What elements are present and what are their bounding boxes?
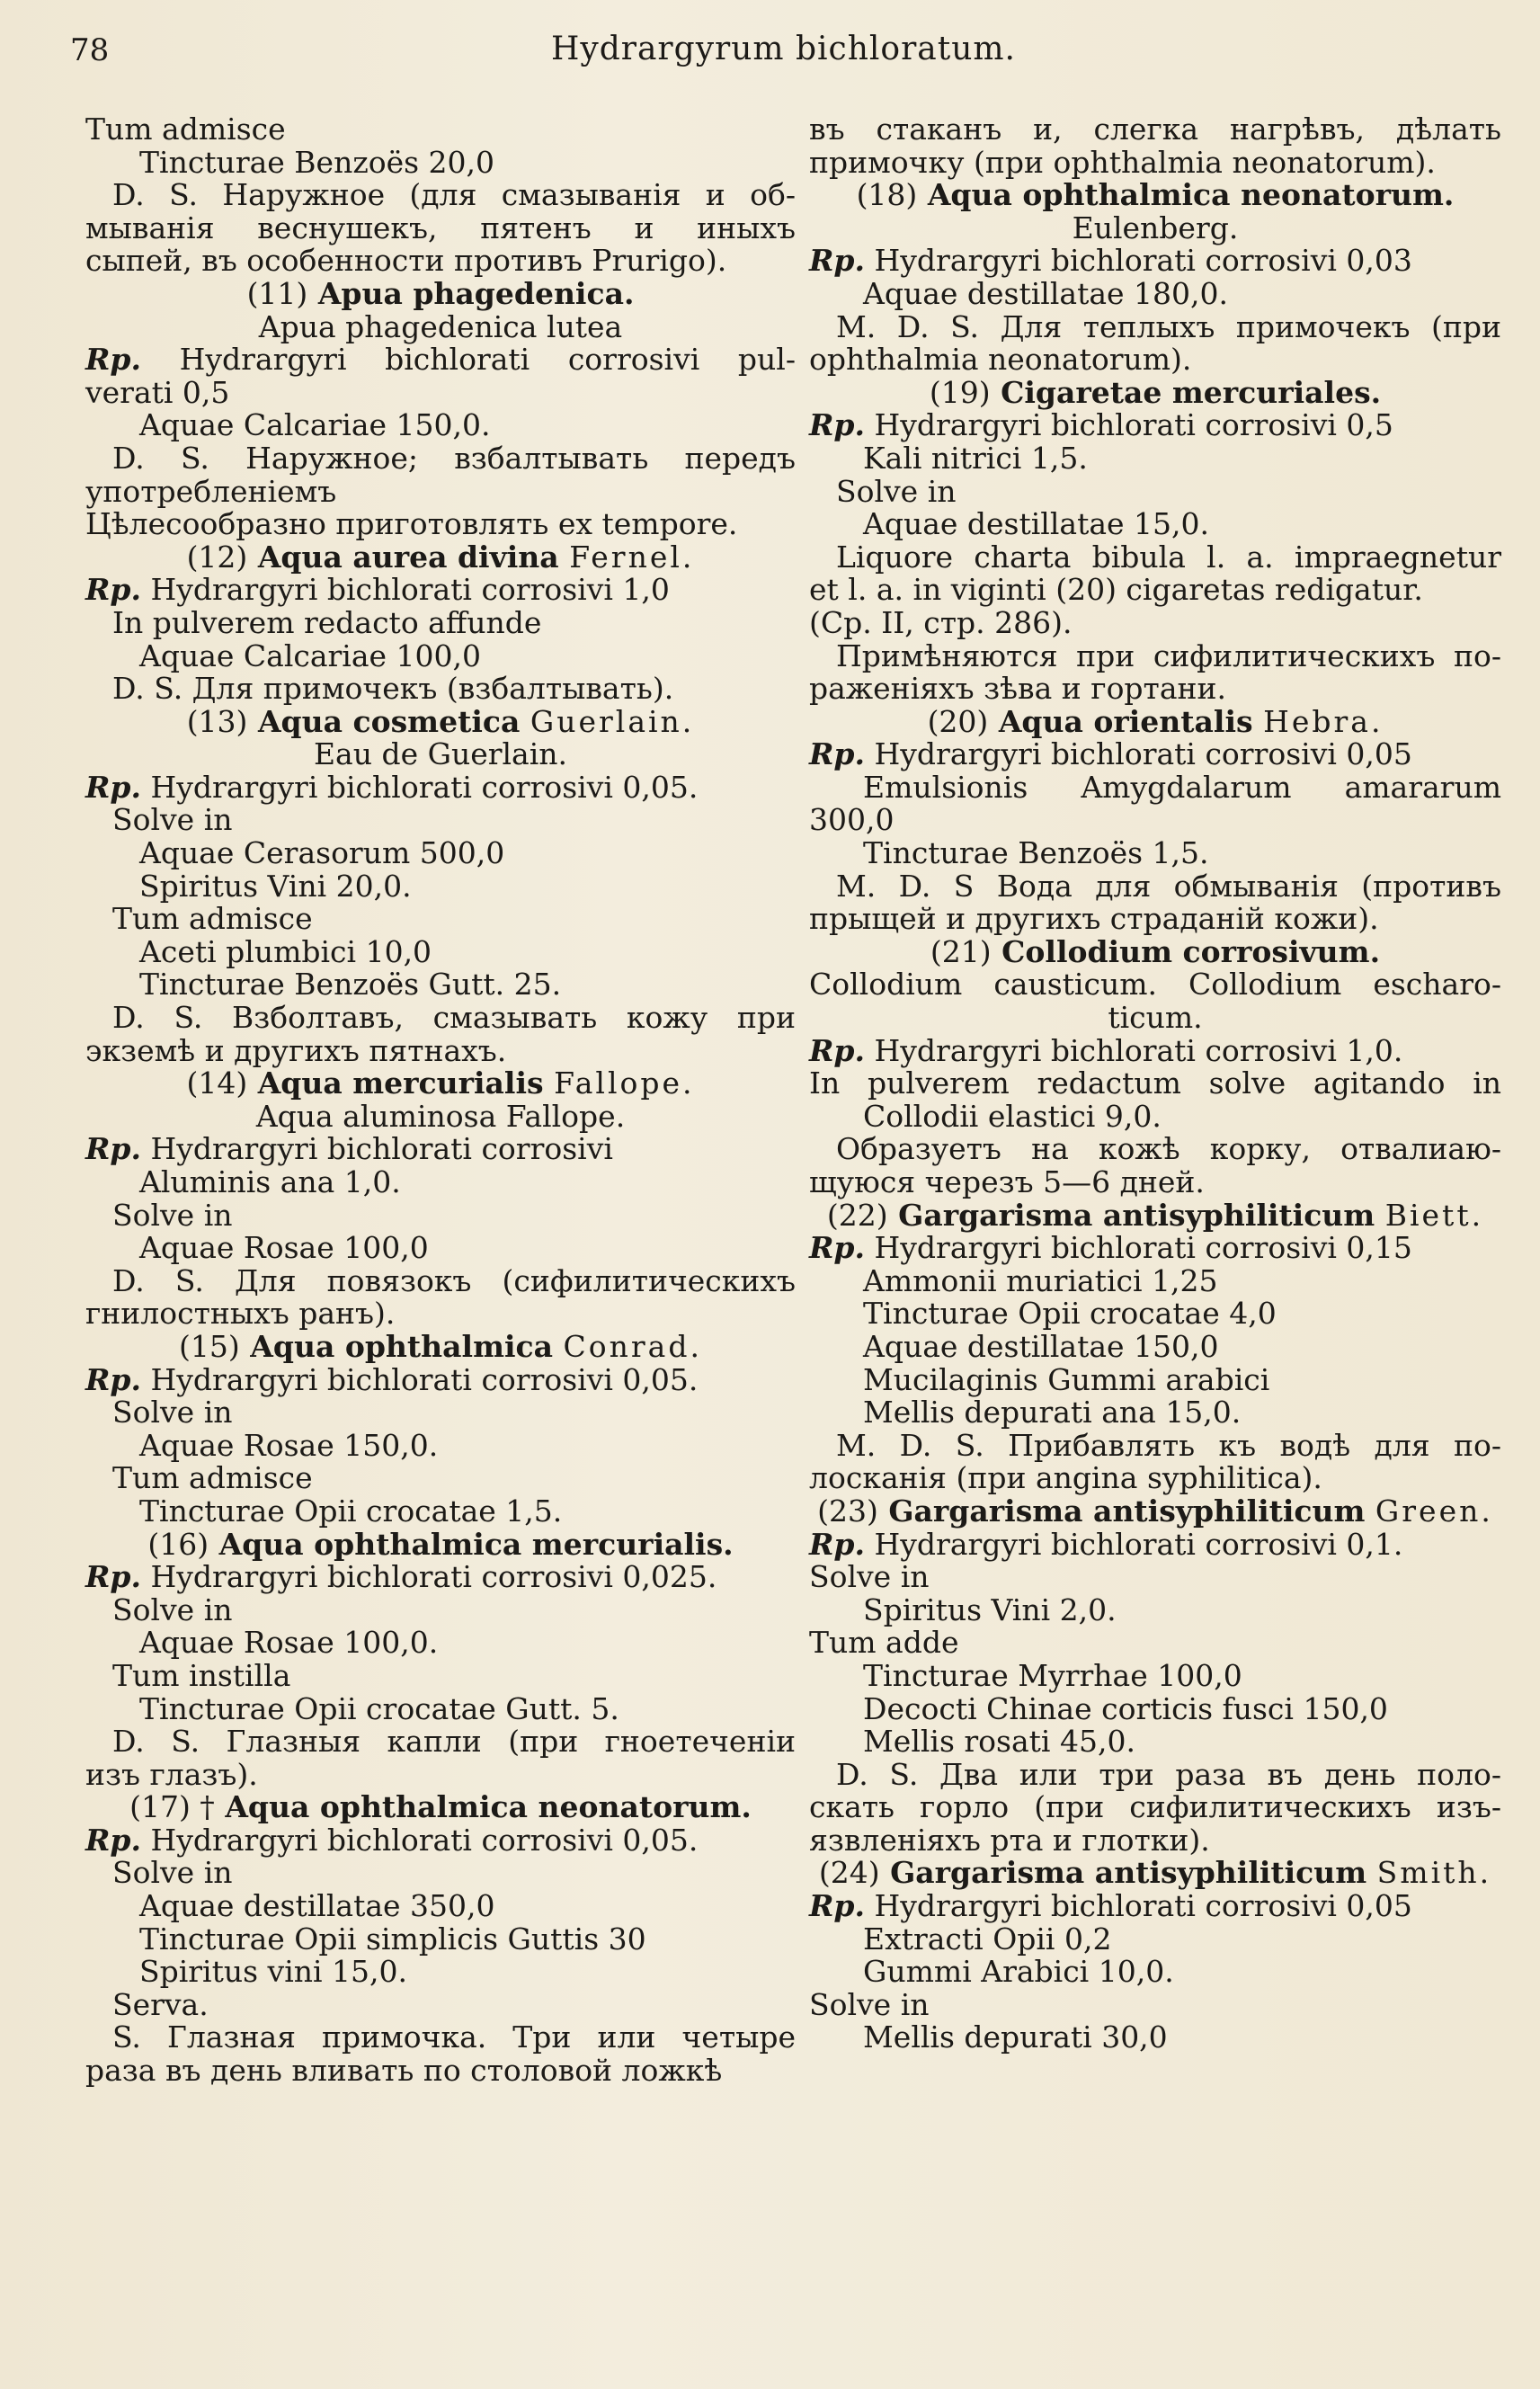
- recipe-heading: [809, 1495, 1501, 1529]
- line-text: Apua phagedenica.: [317, 275, 635, 311]
- text-line: [809, 1591, 1501, 1627]
- recipe-number: (24): [818, 1855, 880, 1891]
- line-text: Gargarisma antisyphiliticum: [898, 1197, 1375, 1233]
- line-text: Mellis rosati 45,0.: [863, 1724, 1135, 1760]
- recipe-number: (16): [147, 1526, 209, 1562]
- line-text: Hydrargyri bichlorati corrosivi 0,025.: [150, 1559, 717, 1595]
- line-text: Hydrargyri bichlorati corrosivi 0,1.: [874, 1526, 1403, 1562]
- text-line: [85, 1923, 796, 1957]
- recipe-symbol: Rp.: [85, 572, 141, 608]
- text-line: [809, 1262, 1501, 1298]
- line-text: Mucilaginis Gummi arabici: [863, 1361, 1270, 1397]
- text-line: [85, 1890, 796, 1923]
- recipe-symbol: Rp.: [809, 1526, 865, 1562]
- line-text: Aluminis ana 1,0.: [139, 1164, 401, 1199]
- text-line: [809, 113, 1501, 147]
- line-text: D. S. Наружное; взбалтывать передъ: [112, 440, 796, 476]
- line-text: Tum admisce: [112, 1460, 313, 1496]
- right-column: [809, 113, 1501, 2055]
- line-text: Collodium corrosivum.: [1001, 933, 1381, 969]
- text-line: [85, 245, 796, 278]
- text-line: [85, 308, 796, 344]
- text-line: [809, 473, 1501, 509]
- recipe-heading: [85, 1328, 796, 1364]
- line-text: Solve in: [112, 1197, 233, 1233]
- text-line: [85, 1297, 796, 1331]
- recipe-symbol: Rp.: [809, 407, 865, 443]
- line-text: Tum admisce: [85, 111, 286, 147]
- line-text: лосканія (при angina syphilitica).: [809, 1460, 1322, 1496]
- line-text: Aqua mercurialis: [257, 1065, 544, 1101]
- text-line: [809, 442, 1501, 476]
- line-text: D. S. Для повязокъ (сифилитическихъ: [112, 1262, 796, 1298]
- line-text: Aqua ophthalmica neonatorum.: [225, 1789, 752, 1825]
- line-text: Tincturae Opii crocatae Gutt. 5.: [139, 1690, 619, 1726]
- recipe-symbol: Rp.: [85, 769, 141, 805]
- line-text: et l. a. in viginti (20) cigaretas redigatur.: [809, 572, 1423, 608]
- line-text: щуюся черезъ 5—6 дней.: [809, 1164, 1205, 1199]
- text-line: [809, 1133, 1501, 1166]
- line-text: Aqua aluminosa Fallope.: [255, 1098, 626, 1134]
- text-line: [809, 1526, 1501, 1562]
- line-text: Примѣняются при сифилитическихъ по-: [836, 637, 1501, 673]
- text-line: [809, 1690, 1501, 1726]
- line-text: In pulverem redactum solve agitando in: [809, 1065, 1501, 1101]
- recipe-number: (13): [186, 703, 248, 739]
- recipe-heading: [809, 1199, 1501, 1233]
- page-number: 78: [70, 32, 110, 68]
- line-text: Tincturae Benzoës 20,0: [139, 144, 495, 180]
- text-line: [85, 1627, 796, 1660]
- text-line: [809, 1462, 1501, 1495]
- text-line: [809, 1824, 1501, 1858]
- line-text: Hydrargyri bichlorati corrosivi 0,15: [874, 1230, 1412, 1266]
- line-text: Ammonii muriatici 1,25: [863, 1262, 1218, 1298]
- line-text: Цѣлесообразно приготовлять ex tempore.: [85, 506, 738, 542]
- text-line: [809, 1627, 1501, 1660]
- recipe-symbol: Rp.: [809, 1032, 865, 1068]
- recipe-heading: [85, 275, 796, 311]
- line-text: D. S. Два или три раза въ день поло-: [836, 1756, 1501, 1792]
- line-text: Aquae destillatae 180,0.: [863, 275, 1229, 311]
- text-line: [85, 343, 796, 377]
- text-line: [85, 409, 796, 442]
- text-line: [809, 1427, 1501, 1463]
- line-text: Spiritus Vini 20,0.: [139, 868, 412, 904]
- line-text: Tincturae Benzoës Gutt. 25.: [139, 967, 562, 1003]
- text-line: [809, 308, 1501, 344]
- line-text: Hydrargyri bichlorati corrosivi 0,05.: [150, 769, 699, 805]
- recipe-number: (14): [186, 1065, 248, 1101]
- line-text: M. D. S. Прибавлять къ водѣ для по-: [836, 1427, 1501, 1463]
- line-text: D. S. Взболтавъ, смазывать кожу при: [112, 1000, 796, 1036]
- text-line: [85, 1199, 796, 1233]
- text-line: [809, 1791, 1501, 1824]
- line-text: Gargarisma antisyphiliticum: [888, 1493, 1366, 1529]
- line-text: Mellis depurati 30,0: [863, 2019, 1168, 2055]
- line-text: Solve in: [112, 802, 233, 838]
- line-text: Tincturae Opii crocatae 1,5.: [139, 1493, 563, 1529]
- line-text: Eau de Guerlain.: [313, 736, 568, 772]
- text-line: [85, 1986, 796, 2022]
- text-line: [809, 508, 1501, 541]
- line-text: Aqua cosmetica: [257, 703, 521, 739]
- line-text: Aqua ophthalmica neonatorum.: [927, 177, 1455, 213]
- text-line: [809, 1756, 1501, 1792]
- text-line: [809, 275, 1501, 311]
- text-line: [85, 209, 796, 245]
- line-text: 300,0: [809, 802, 895, 838]
- text-line: [809, 1166, 1501, 1199]
- text-line: [85, 2055, 796, 2088]
- line-text: Solve in: [112, 1855, 233, 1891]
- text-line: [809, 245, 1501, 278]
- line-text: гнилостныхъ ранъ).: [85, 1296, 396, 1332]
- recipe-symbol: Rp.: [809, 1230, 865, 1266]
- line-text: D. S. Наружное (для смазыванія и об-: [112, 177, 796, 213]
- text-line: [809, 1923, 1501, 1957]
- line-text: Spiritus Vini 2,0.: [863, 1591, 1117, 1627]
- recipe-symbol: Rp.: [85, 1361, 141, 1397]
- text-line: [85, 2021, 796, 2055]
- text-line: [809, 343, 1501, 377]
- line-text: Solve in: [809, 1559, 930, 1595]
- line-text: D. S. Для примочекъ (взбалтывать).: [112, 671, 674, 707]
- line-text: D. S. Глазныя капли (при гноетеченіи: [112, 1724, 796, 1760]
- line-text: Kali nitrici 1,5.: [863, 440, 1088, 476]
- line-text: Hydrargyri bichlorati corrosivi 0,5: [874, 407, 1393, 443]
- line-text: ticum.: [1108, 1000, 1203, 1036]
- text-line: [809, 409, 1501, 442]
- recipe-symbol: Rp.: [85, 1131, 141, 1167]
- line-text: въ стаканъ и, слегка нагрѣвъ, дѣлать: [809, 111, 1501, 147]
- text-line: [85, 1002, 796, 1035]
- text-line: [85, 508, 796, 541]
- line-text: Hydrargyri bichlorati corrosivi pul-: [179, 342, 796, 378]
- line-text: мыванія веснушекъ, пятенъ и иныхъ: [85, 209, 796, 245]
- text-line: [85, 804, 796, 837]
- recipe-symbol: Rp.: [85, 342, 141, 378]
- line-text: Aqua aurea divina: [257, 539, 559, 575]
- text-line: [809, 2021, 1501, 2055]
- text-line: [809, 870, 1501, 904]
- text-line: [85, 1427, 796, 1463]
- text-line: [809, 541, 1501, 575]
- line-text: раза въ день вливать по столовой ложкѣ: [85, 2053, 723, 2089]
- text-line: [85, 903, 796, 936]
- recipe-author: Hebra.: [1263, 703, 1384, 739]
- recipe-symbol: Rp.: [809, 1888, 865, 1924]
- text-line: [809, 604, 1501, 640]
- line-text: Образуетъ на кожѣ корку, отвалиаю-: [836, 1131, 1501, 1167]
- line-text: примочку (при ophthalmia neonatorum).: [809, 144, 1436, 180]
- recipe-author: Smith.: [1376, 1855, 1492, 1891]
- text-line: [85, 1756, 796, 1792]
- text-line: [809, 144, 1501, 180]
- text-line: [85, 1956, 796, 1989]
- text-line: [85, 113, 796, 147]
- recipe-heading: [809, 933, 1501, 969]
- text-line: [809, 209, 1501, 245]
- text-line: [809, 1067, 1501, 1101]
- text-line: [809, 1986, 1501, 2022]
- text-line: [85, 1690, 796, 1726]
- text-line: [809, 968, 1501, 1002]
- text-line: [85, 1725, 796, 1759]
- text-line: [85, 442, 796, 476]
- text-line: [85, 637, 796, 673]
- line-text: Tum instilla: [112, 1657, 291, 1693]
- line-text: Solve in: [112, 1395, 233, 1431]
- recipe-heading: [85, 541, 796, 575]
- line-text: Cigaretae mercuriales.: [1001, 374, 1382, 410]
- text-line: [809, 1396, 1501, 1430]
- line-text: Liquore charta bibula l. a. impraegnetur: [836, 539, 1501, 575]
- line-text: Aquae Cerasorum 500,0: [139, 835, 505, 871]
- line-text: Aquae Calcariae 100,0: [139, 637, 482, 673]
- text-line: [85, 1396, 796, 1430]
- line-text: прыщей и другихъ страданій кожи).: [809, 901, 1379, 937]
- line-text: сыпей, въ особенности противъ Prurigo).: [85, 243, 727, 279]
- line-text: Serva.: [112, 1986, 209, 2022]
- line-text: S. Глазная примочка. Три или четыре: [112, 2019, 796, 2055]
- line-text: Spiritus vini 15,0.: [139, 1954, 408, 1990]
- text-line: [809, 1297, 1501, 1331]
- line-text: Aquae destillatae 15,0.: [863, 506, 1210, 542]
- text-line: [85, 968, 796, 1002]
- text-line: [809, 771, 1501, 805]
- recipe-heading: [85, 1526, 796, 1562]
- text-line: [85, 574, 796, 607]
- recipe-number: (20): [927, 703, 989, 739]
- line-text: Tincturae Opii simplicis Guttis 30: [139, 1921, 646, 1957]
- line-text: Aquae Rosae 150,0.: [139, 1427, 439, 1463]
- line-text: скать горло (при сифилитическихъ изъ-: [809, 1789, 1501, 1825]
- text-line: [85, 738, 796, 771]
- text-line: [85, 144, 796, 180]
- text-line: [85, 1462, 796, 1495]
- line-text: Solve in: [809, 1986, 930, 2022]
- text-line: [809, 738, 1501, 771]
- recipe-symbol: Rp.: [809, 736, 865, 772]
- recipe-author: Biett.: [1384, 1197, 1484, 1233]
- text-line: [809, 1328, 1501, 1364]
- text-line: [85, 1495, 796, 1529]
- page-header: [63, 27, 1504, 81]
- line-text: Collodium causticum. Collodium escharo-: [809, 967, 1501, 1003]
- text-line: [85, 1098, 796, 1134]
- recipe-number: (22): [826, 1197, 888, 1233]
- recipe-number: (11): [246, 275, 308, 311]
- line-text: Extracti Opii 0,2: [863, 1921, 1112, 1957]
- recipe-author: Conrad.: [563, 1328, 702, 1364]
- line-text: M. D. S Вода для обмыванія (противъ: [836, 868, 1501, 904]
- text-line: [85, 374, 796, 410]
- text-line: [809, 1561, 1501, 1594]
- text-line: [809, 673, 1501, 706]
- text-line: [809, 837, 1501, 870]
- line-text: Hydrargyri bichlorati corrosivi 1,0: [150, 572, 670, 608]
- recipe-heading: [85, 1791, 796, 1824]
- line-text: Hydrargyri bichlorati corrosivi 0,05.: [150, 1361, 699, 1397]
- text-line: [85, 1591, 796, 1627]
- recipe-heading: [809, 703, 1501, 739]
- recipe-number: (21): [930, 933, 992, 969]
- recipe-author: Fernel.: [569, 539, 695, 575]
- text-line: [85, 1032, 796, 1068]
- line-text: Aquae destillatae 350,0: [139, 1888, 495, 1924]
- line-text: экземѣ и другихъ пятнахъ.: [85, 1032, 507, 1068]
- recipe-number: (12): [186, 539, 248, 575]
- text-line: [809, 1098, 1501, 1134]
- line-text: Tincturae Opii crocatae 4,0: [863, 1296, 1277, 1332]
- line-text: Collodii elastici 9,0.: [863, 1098, 1162, 1134]
- recipe-author: Green.: [1375, 1493, 1493, 1529]
- recipe-number: (17) †: [129, 1789, 215, 1825]
- line-text: Aquae Rosae 100,0: [139, 1230, 429, 1266]
- line-text: Aceti plumbici 10,0: [139, 933, 432, 969]
- text-line: [809, 1002, 1501, 1035]
- recipe-number: (15): [179, 1328, 240, 1364]
- text-line: [85, 1262, 796, 1298]
- text-line: [85, 1166, 796, 1199]
- text-line: [85, 1232, 796, 1265]
- line-text: Hydrargyri bichlorati corrosivi 1,0.: [874, 1032, 1403, 1068]
- line-text: (Cp. II, стр. 286).: [809, 604, 1073, 640]
- text-line: [85, 604, 796, 640]
- line-text: Hydrargyri bichlorati corrosivi 0,05: [874, 1888, 1412, 1924]
- line-text: раженіяхъ зѣва и гортани.: [809, 671, 1226, 707]
- text-line: [809, 804, 1501, 837]
- line-text: Hydrargyri bichlorati corrosivi: [150, 1131, 613, 1167]
- line-text: Aquae Rosae 100,0.: [139, 1625, 439, 1661]
- recipe-heading: [85, 1067, 796, 1101]
- recipe-number: (23): [817, 1493, 878, 1529]
- recipe-symbol: Rp.: [85, 1559, 141, 1595]
- text-line: [85, 1657, 796, 1693]
- line-text: изъ глазъ).: [85, 1756, 258, 1792]
- line-text: Gummi Arabici 10,0.: [863, 1954, 1174, 1990]
- text-line: [85, 1857, 796, 1890]
- recipe-heading: [809, 1857, 1501, 1890]
- line-text: Tincturae Benzoës 1,5.: [863, 835, 1209, 871]
- line-text: In pulverem redacto affunde: [112, 604, 542, 640]
- text-line: [85, 473, 796, 509]
- line-text: язвленіяхъ рта и глотки).: [809, 1822, 1210, 1858]
- text-line: [809, 1956, 1501, 1989]
- line-text: Tum adde: [809, 1625, 959, 1661]
- recipe-author: Guerlain.: [530, 703, 695, 739]
- running-title: Hydrargyrum bichloratum.: [550, 31, 1016, 67]
- text-line: [809, 1890, 1501, 1923]
- recipe-author: Fallope.: [554, 1065, 695, 1101]
- line-text: Gargarisma antisyphiliticum: [890, 1855, 1367, 1891]
- text-line: [85, 179, 796, 212]
- line-text: Emulsionis Amygdalarum amararum: [863, 769, 1501, 805]
- text-line: [809, 1361, 1501, 1397]
- text-line: [809, 903, 1501, 936]
- text-line: [809, 574, 1501, 607]
- text-line: [85, 933, 796, 969]
- line-text: Mellis depurati ana 15,0.: [863, 1395, 1242, 1431]
- text-line: [85, 673, 796, 706]
- text-line: [85, 1561, 796, 1594]
- text-line: [809, 1032, 1501, 1068]
- line-text: Decocti Chinae corticis fusci 150,0: [863, 1690, 1388, 1726]
- line-text: Aqua ophthalmica: [250, 1328, 553, 1364]
- line-text: Hydrargyri bichlorati corrosivi 0,05.: [150, 1822, 699, 1858]
- line-text: Aqua orientalis: [998, 703, 1253, 739]
- text-line: [85, 1361, 796, 1397]
- recipe-heading: [809, 179, 1501, 212]
- line-text: M. D. S. Для теплыхъ примочекъ (при: [836, 308, 1501, 344]
- recipe-number: (19): [929, 374, 991, 410]
- text-line: [809, 1725, 1501, 1759]
- line-text: употребленіемъ: [85, 473, 337, 509]
- line-text: Eulenberg.: [1072, 209, 1239, 245]
- left-column: [85, 113, 796, 2088]
- line-text: Solve in: [112, 1591, 233, 1627]
- recipe-symbol: Rp.: [85, 1822, 141, 1858]
- text-line: [85, 837, 796, 870]
- text-line: [809, 1657, 1501, 1693]
- line-text: Aquae destillatae 150,0: [863, 1328, 1219, 1364]
- recipe-heading: [809, 374, 1501, 410]
- line-text: Apua phagedenica lutea: [258, 308, 623, 344]
- line-text: ophthalmia neonatorum).: [809, 342, 1192, 378]
- line-text: Tum admisce: [112, 901, 313, 937]
- line-text: Aqua ophthalmica mercurialis.: [218, 1526, 734, 1562]
- line-text: Hydrargyri bichlorati corrosivi 0,03: [874, 243, 1412, 279]
- text-line: [809, 637, 1501, 673]
- line-text: Tincturae Myrrhae 100,0: [863, 1657, 1242, 1693]
- text-line: [809, 1232, 1501, 1265]
- line-text: Hydrargyri bichlorati corrosivi 0,05: [874, 736, 1412, 772]
- recipe-number: (18): [856, 177, 918, 213]
- line-text: verati 0,5: [85, 374, 230, 410]
- recipe-symbol: Rp.: [809, 243, 865, 279]
- text-line: [85, 771, 796, 805]
- text-line: [85, 1133, 796, 1166]
- line-text: Solve in: [836, 473, 957, 509]
- text-line: [85, 1824, 796, 1858]
- line-text: Aquae Calcariae 150,0.: [139, 407, 491, 443]
- text-line: [85, 870, 796, 904]
- recipe-heading: [85, 703, 796, 739]
